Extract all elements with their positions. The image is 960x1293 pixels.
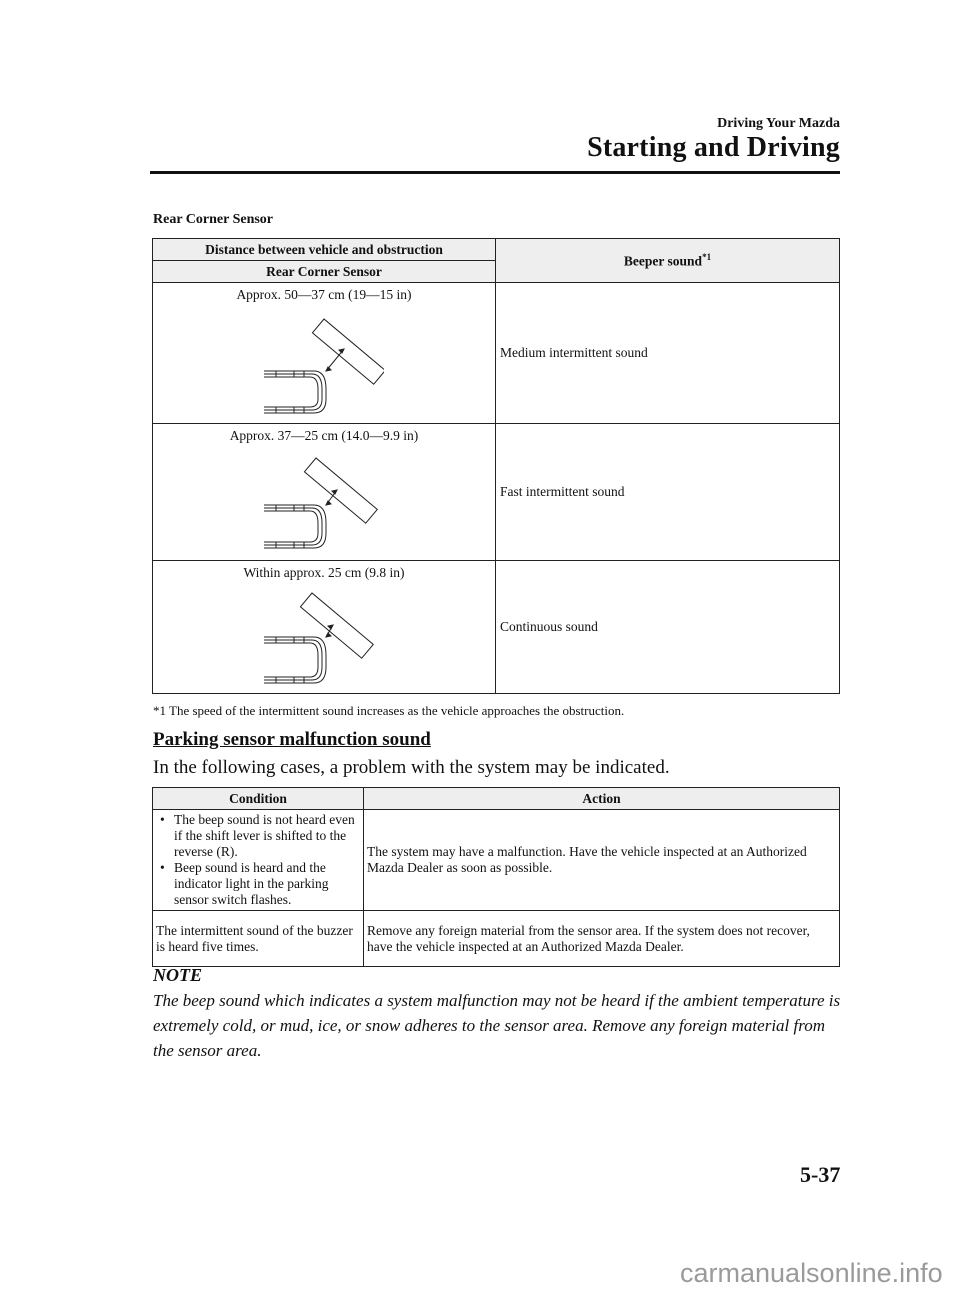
distance-text: Approx. 50―37 cm (19―15 in) [236, 287, 412, 302]
beeper-sound-cell: Continuous sound [496, 561, 840, 694]
vehicle-corner-obstruction-diagram-icon [264, 587, 384, 687]
page-title: Starting and Driving [587, 132, 840, 163]
vehicle-corner-obstruction-diagram-icon [264, 309, 384, 414]
rear-corner-sensor-label: Rear Corner Sensor [153, 212, 274, 227]
distance-cell [153, 283, 496, 424]
footnote-ref: *1 [702, 251, 712, 262]
beeper-sound-cell: Fast intermittent sound [496, 424, 840, 561]
vehicle-corner-obstruction-diagram-icon [264, 450, 384, 550]
section-heading: Parking sensor malfunction sound [153, 729, 431, 750]
header-beeper-label: Beeper sound [623, 253, 703, 269]
condition-item [160, 860, 360, 908]
action-cell: The system may have a malfunction. Have the vehicle inspected at an Authorized Mazda Dealer as soon as possible. [364, 810, 840, 911]
intro-text: In the following cases, a problem with the system may be indicated. [153, 757, 670, 778]
note-title: NOTE [153, 965, 202, 985]
header-distance: Distance between vehicle and obstruction [153, 239, 496, 261]
watermark: carmanualsonline.info [680, 1258, 943, 1288]
rear-corner-sensor-table [152, 238, 840, 694]
condition-text: Beep sound is heard and the indicator light in the parking sensor switch flashes. [174, 860, 329, 907]
distance-cell [153, 424, 496, 561]
header-condition: Condition [153, 788, 364, 810]
header-rule [150, 171, 840, 174]
distance-text: Approx. 37―25 cm (14.0―9.9 in) [229, 428, 419, 443]
page-number: 5-37 [800, 1162, 841, 1187]
header-beeper-sound [496, 239, 840, 283]
bullet-icon: • [160, 860, 165, 875]
table-row [153, 911, 840, 967]
condition-item [160, 812, 360, 860]
malfunction-table [152, 787, 840, 967]
header-rear-corner-sensor: Rear Corner Sensor [153, 261, 496, 283]
header-action: Action [364, 788, 840, 810]
condition-text: The beep sound is not heard even if the shift lever is shifted to the reverse (R). [174, 812, 355, 859]
table-row [153, 561, 840, 694]
table-row [153, 424, 840, 561]
beeper-sound-cell: Medium intermittent sound [496, 283, 840, 424]
distance-cell [153, 561, 496, 694]
condition-cell [153, 810, 364, 911]
action-cell: Remove any foreign material from the sensor area. If the system does not recover, have the vehicle inspected at an Authorized Mazda Dealer. [364, 911, 840, 967]
condition-cell: The intermittent sound of the buzzer is heard five times. [153, 911, 364, 967]
table-row [153, 283, 840, 424]
bullet-icon: • [160, 812, 165, 827]
section-label: Driving Your Mazda [717, 116, 840, 131]
note-text: The beep sound which indicates a system malfunction may not be heard if the ambient temperature is extremely cold, or mud, ice, or snow adheres to the sensor area. Remove any foreign material from the sensor area. [153, 991, 841, 1060]
table-row [153, 810, 840, 911]
distance-text: Within approx. 25 cm (9.8 in) [243, 565, 405, 580]
footnote: *1 The speed of the intermittent sound increases as the vehicle approaches the obstruction. [153, 703, 625, 718]
